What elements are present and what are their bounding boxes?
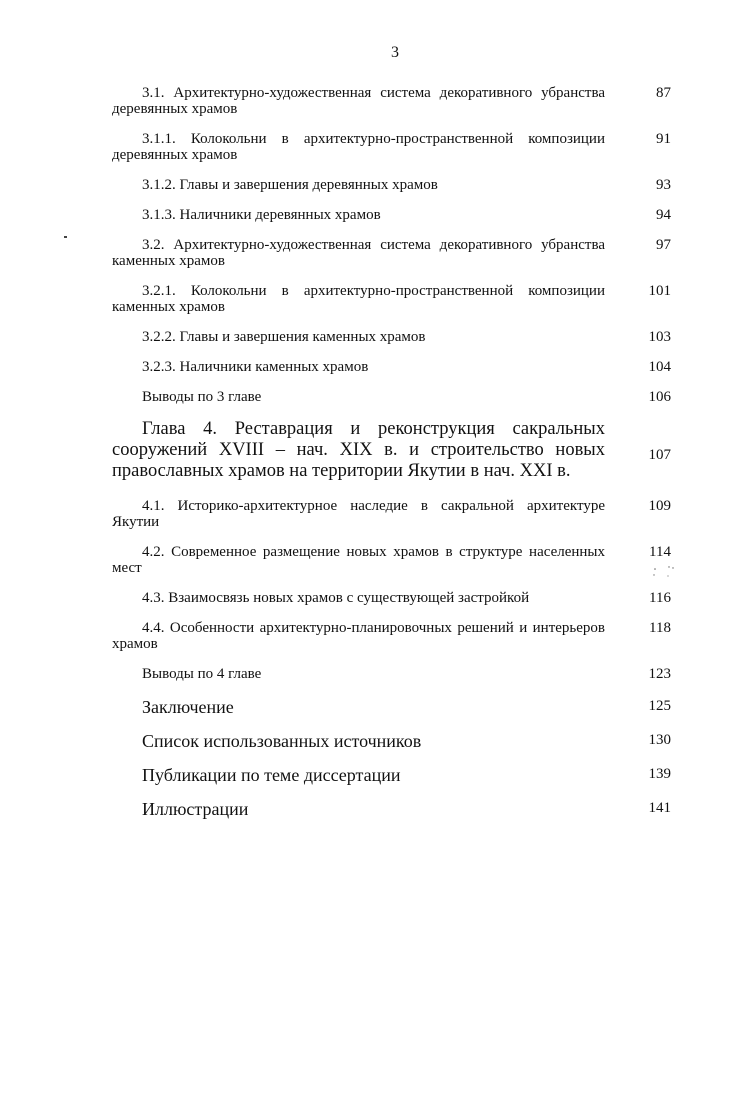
toc-entry-3-2-1 (112, 283, 672, 315)
toc-entry-page: 109 (648, 498, 671, 514)
toc-entry-illustrations (112, 798, 672, 820)
toc-entry-3-2-3 (112, 359, 672, 375)
toc-entry-title: Выводы по 3 главе (142, 389, 262, 405)
toc-entry-4-1 (112, 498, 672, 530)
toc-entry-title: 4.2. Современное размещение новых храмов в структуре населенных мест (112, 544, 605, 576)
toc-entry-page: 97 (656, 237, 671, 253)
toc-entry-title: 3.2. Архитектурно-художественная система декоративного убранства каменных храмов (112, 237, 605, 269)
toc-entry-chapter-4 (112, 419, 672, 482)
toc-chapter-title: Глава 4. Реставрация и реконструкция сакральных сооружений XVIII – нач. XIX в. и строительство новых православных храмов на территории Якутии в нач. XXI в. (112, 419, 605, 481)
toc-entry-page: 139 (648, 766, 671, 782)
toc-entry-3-1-3 (112, 207, 672, 223)
toc-entry-title: 3.1.3. Наличники деревянных храмов (142, 207, 381, 223)
toc-entry-page: 93 (656, 177, 671, 193)
toc-entry-page: 116 (649, 590, 671, 606)
toc-entry-title: Заключение (142, 697, 234, 717)
toc-entry-page: 104 (648, 359, 671, 375)
toc-entry-page: 118 (649, 620, 671, 636)
toc-entry-page: 101 (648, 283, 671, 299)
toc-entry-title: 3.1. Архитектурно-художественная система декоративного убранства деревянных храмов (112, 85, 605, 117)
toc-entry-title: 3.2.2. Главы и завершения каменных храмов (142, 329, 426, 345)
toc-entry-conclusions-3 (112, 389, 672, 405)
table-of-contents (112, 85, 672, 832)
toc-entry-title: Список использованных источников (142, 731, 422, 751)
toc-entry-page: 125 (648, 698, 671, 714)
toc-entry-4-2 (112, 544, 672, 576)
toc-entry-3-1 (112, 85, 672, 117)
toc-entry-3-2 (112, 237, 672, 269)
toc-entry-title: 3.1.1. Колокольни в архитектурно-пространственной композиции деревянных храмов (112, 131, 605, 163)
toc-entry-references (112, 730, 672, 752)
toc-entry-page: 141 (648, 800, 671, 816)
toc-entry-conclusions-4 (112, 666, 672, 682)
toc-entry-page: 123 (648, 666, 671, 682)
toc-entry-page: 87 (656, 85, 671, 101)
toc-entry-page: 91 (656, 131, 671, 147)
toc-entry-page: 114 (649, 544, 671, 560)
toc-entry-title: 4.3. Взаимосвязь новых храмов с существующей застройкой (142, 590, 530, 606)
toc-entry-title: 3.1.2. Главы и завершения деревянных храмов (142, 177, 438, 193)
toc-entry-3-1-1 (112, 131, 672, 163)
toc-entry-title: 4.4. Особенности архитектурно-планировочных решений и интерьеров храмов (112, 620, 605, 652)
toc-entry-3-2-2 (112, 329, 672, 345)
toc-entry-3-1-2 (112, 177, 672, 193)
toc-entry-title: Публикации по теме диссертации (142, 765, 401, 785)
toc-entry-page: 106 (648, 389, 671, 405)
toc-entry-conclusion (112, 696, 672, 718)
toc-entry-title: Выводы по 4 главе (142, 666, 262, 682)
toc-entry-page: 130 (648, 732, 671, 748)
toc-entry-4-4 (112, 620, 672, 652)
scan-artifact-mark (64, 236, 67, 238)
toc-entry-4-3 (112, 590, 672, 606)
page-number: 3 (391, 44, 399, 61)
toc-entry-page: 94 (656, 207, 671, 223)
toc-entry-page: 107 (648, 446, 671, 463)
toc-entry-publications (112, 764, 672, 786)
toc-entry-title: 3.2.3. Наличники каменных храмов (142, 359, 369, 375)
toc-entry-page: 103 (648, 329, 671, 345)
toc-entry-title: 3.2.1. Колокольни в архитектурно-пространственной композиции каменных храмов (112, 283, 605, 315)
toc-entry-title: Иллюстрации (142, 799, 249, 819)
toc-entry-title: 4.1. Историко-архитектурное наследие в сакральной архитектуре Якутии (112, 498, 605, 530)
